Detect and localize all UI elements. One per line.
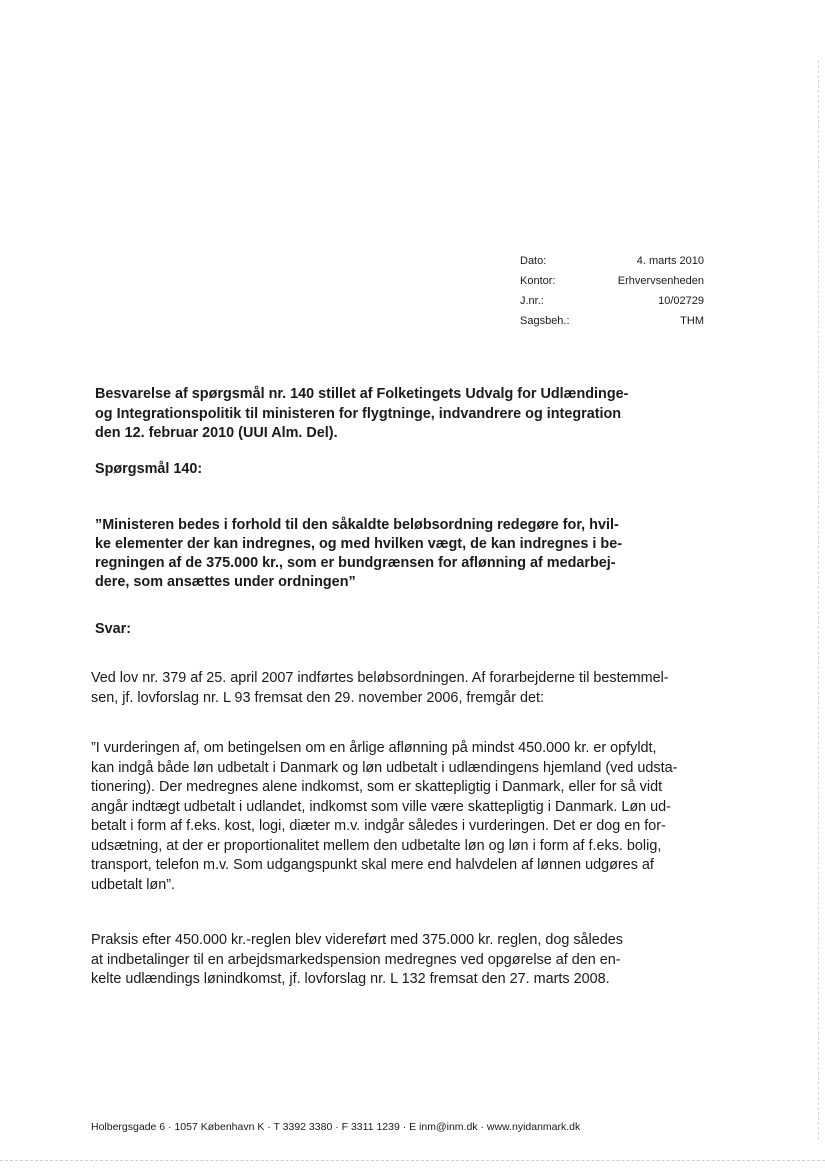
question-line: ke elementer der kan indregnes, og med hvilken vægt, de kan indregnes i be- [95, 536, 623, 552]
paragraph-line: sen, jf. lovforslag nr. L 93 fremsat den 29. november 2006, fremgår det: [91, 689, 545, 706]
quoted-paragraph [91, 739, 678, 895]
paragraph-line: betalt i form af f.eks. kost, logi, diæter m.v. indgår således i vurderingen. Det er dog en for- [91, 818, 666, 834]
caseworker-label: Sagsbeh.: [520, 315, 570, 327]
metadata-row-date [520, 251, 704, 271]
caseworker-value: THM [680, 315, 704, 327]
paragraph-line: transport, telefon m.v. Som udgangspunkt skal mere end halvdelen af lønnen udgøres af [91, 857, 654, 873]
question-line: regningen af de 375.000 kr., som er bundgrænsen for aflønning af medarbej- [95, 555, 616, 571]
journal-label: J.nr.: [520, 295, 544, 307]
paragraph-line: angår indtægt udbetalt i udlandet, indkomst som ville være skattepligtig i Danmark. Løn ud- [91, 798, 671, 815]
question-text [95, 516, 635, 592]
date-value: 4. marts 2010 [636, 255, 704, 267]
paragraph-line: kan indgå både løn udbetalt i Danmark og løn udbetalt i udlændingens hjemland (ved udsta- [91, 759, 678, 776]
paragraph-line: udbetalt løn”. [91, 876, 175, 893]
subject-line: Besvarelse af spørgsmål nr. 140 stillet af Folketingets Udvalg for Udlændinge- [95, 386, 629, 402]
subject-heading [95, 385, 635, 444]
question-line: dere, som ansættes under ordningen” [95, 574, 356, 590]
answer-heading: Svar: [95, 621, 131, 637]
scan-edge-bottom [0, 1160, 825, 1161]
paragraph-line: ”I vurderingen af, om betingelsen om en årlige aflønning på mindst 450.000 kr. er opfyldt, [91, 740, 657, 756]
subject-line: og Integrationspolitik til ministeren for flygtninge, indvandrere og integration [95, 405, 622, 422]
paragraph-line: at indbetalinger til en arbejdsmarkedspension medregnes ved opgørelse af den en- [91, 951, 621, 968]
paragraph-line: kelte udlændings lønindkomst, jf. lovforslag nr. L 132 fremsat den 27. marts 2008. [91, 971, 610, 987]
question-line: ”Ministeren bedes i forhold til den såkaldte beløbsordning redegøre for, hvil- [95, 517, 619, 533]
metadata-row-caseworker [520, 311, 704, 331]
office-value: Erhvervsenheden [617, 275, 704, 287]
letter-metadata [520, 251, 704, 331]
answer-paragraph-1 [91, 669, 671, 708]
date-label: Dato: [520, 255, 547, 267]
journal-value: 10/02729 [658, 295, 704, 307]
answer-paragraph-3 [91, 931, 671, 990]
metadata-row-office [520, 271, 704, 291]
footer-address: Holbergsgade 6 · 1057 København K · T 3392 3380 · F 3311 1239 · E inm@inm.dk · www.nyidanmark.dk [91, 1121, 581, 1133]
question-heading: Spørgsmål 140: [95, 461, 203, 477]
office-label: Kontor: [520, 275, 556, 287]
subject-line: den 12. februar 2010 (UUI Alm. Del). [95, 425, 338, 441]
paragraph-line: tionering). Der medregnes alene indkomst, som er skattepligtig i Danmark, eller for så vidt [91, 779, 663, 795]
scan-edge-right [818, 60, 819, 1140]
paragraph-line: udsætning, at der er proportionalitet mellem den udbetalte løn og løn i form af f.eks. bolig, [91, 837, 662, 854]
metadata-row-journal [520, 291, 704, 311]
paragraph-line: Ved lov nr. 379 af 25. april 2007 indførtes beløbsordningen. Af forarbejderne til bestemmel- [91, 670, 669, 686]
paragraph-line: Praksis efter 450.000 kr.-reglen blev videreført med 375.000 kr. reglen, dog således [91, 932, 623, 948]
